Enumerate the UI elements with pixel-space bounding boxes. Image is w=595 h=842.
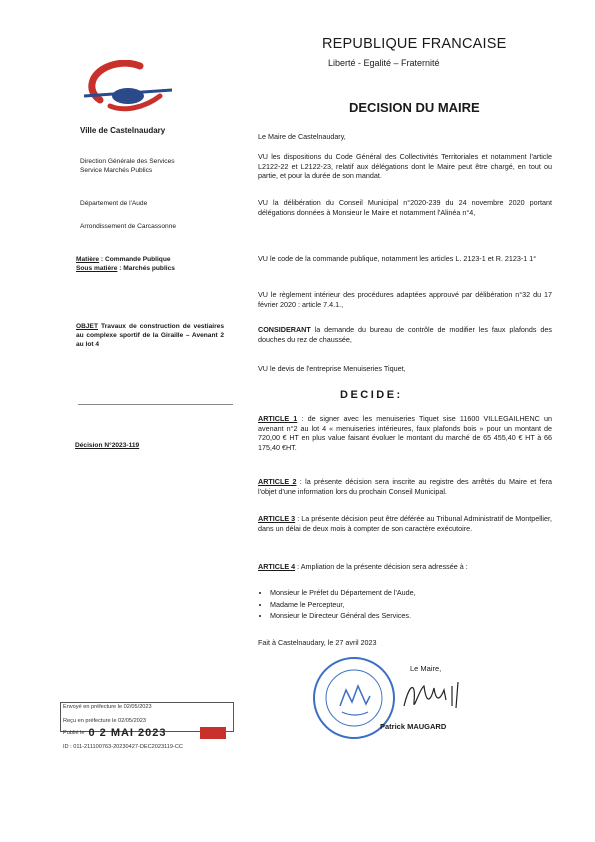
prefecture-badge-icon	[200, 727, 226, 739]
article-1-text: : de signer avec les menuiseries Tiquet sise 11600 VILLEGAILHENC un avenant n°2 au lot 4 « menuiseries intérieures, faux plafonds bois » pour un montant de 720,00 € HT en plus value faisant évoluer le montant du marché de 65 455,40 € HT à 66 175,40 €HT.	[258, 414, 552, 452]
objet-label: OBJET	[76, 323, 98, 330]
city-logo-icon	[80, 60, 176, 122]
signatory-name: Patrick MAUGARD	[380, 722, 447, 731]
matiere-label: Matière	[76, 256, 100, 263]
considerant-text: la demande du bureau de contrôle de modifier les faux plafonds des douches du rez de chaussée,	[258, 325, 552, 344]
envoye-line: Envoyé en préfecture le 02/05/2023	[63, 704, 152, 710]
article-2-label: ARTICLE 2	[258, 477, 297, 486]
publie-line	[63, 729, 167, 738]
city-name: Ville de Castelnaudary	[80, 126, 166, 135]
article-3-text: : La présente décision peut être déférée au Tribunal Administratif de Montpellier, dans un délai de deux mois à compter de son caractère exécutoire.	[258, 514, 552, 533]
recipient-item: • Monsieur le Préfet du Département de l'Aude,	[270, 588, 552, 598]
recipient-item: • Monsieur le Directeur Général des Services.	[270, 611, 552, 621]
article-3-label: ARTICLE 3	[258, 514, 296, 523]
article-2	[258, 477, 552, 496]
intro-line: Le Maire de Castelnaudary,	[258, 132, 346, 141]
signatory-title: Le Maire,	[410, 664, 442, 673]
recipient-item: • Madame le Percepteur,	[270, 600, 552, 610]
matiere-value: : Commande Publique	[99, 256, 171, 263]
vu-reglement: VU le règlement intérieur des procédures adaptées approuvé par délibération n°32 du 17 février 2020 : article 7.4.1.,	[258, 290, 552, 309]
considerant-label: CONSIDERANT	[258, 325, 311, 334]
document-title: DECISION DU MAIRE	[349, 100, 480, 115]
sousmatiere-label: Sous matière	[76, 265, 118, 272]
article-1-label: ARTICLE 1	[258, 414, 298, 423]
article-2-text: : la présente décision sera inscrite au registre des arrêtés du Maire et fera l'objet d'une information lors du prochain Conseil Municipal.	[258, 477, 552, 496]
handwritten-signature-icon	[400, 676, 470, 716]
article-4-text: : Ampliation de la présente décision sera adressée à :	[295, 562, 468, 571]
vu-devis: VU le devis de l'entreprise Menuiseries Tiquet,	[258, 364, 406, 373]
republic-heading: REPUBLIQUE FRANCAISE	[322, 36, 507, 52]
objet-text: Travaux de construction de vestiaires au complexe sportif de la Giraille – Avenant 2 au lot 4	[76, 323, 224, 348]
id-line: ID : 011-211100763-20230427-DEC2023119-CC	[63, 744, 183, 750]
direction-block	[80, 157, 175, 175]
considerant	[258, 325, 552, 344]
direction-line: Direction Générale des Services	[80, 158, 175, 165]
fait-line: Fait à Castelnaudary, le 27 avril 2023	[258, 638, 377, 647]
decision-number: Décision N°2023-119	[75, 442, 140, 449]
divider	[78, 404, 233, 405]
recu-line: Reçu en préfecture le 02/05/2023	[63, 718, 147, 724]
decide-heading: DECIDE:	[340, 389, 403, 401]
publie-date: 0 2 MAI 2023	[88, 727, 167, 739]
recipient-list	[258, 588, 552, 623]
article-4	[258, 562, 552, 572]
vu-cgct: VU les dispositions du Code Général des Collectivités Territoriales et notamment l'article L2122-22 et L2122-23, relatif aux délégations dont le Maire peut être chargé, en tout ou partie, et pour la durée de son mandat.	[258, 152, 552, 181]
matiere-block	[76, 255, 175, 273]
republic-motto: Liberté - Egalité – Fraternité	[328, 58, 440, 68]
arrondissement: Arrondissement de Carcassonne	[80, 223, 177, 230]
article-3	[258, 514, 552, 533]
vu-code-commande: VU le code de la commande publique, notamment les articles L. 2123-1 et R. 2123-1 1°	[258, 254, 537, 263]
article-4-label: ARTICLE 4	[258, 562, 296, 571]
publie-label: Publié le	[63, 730, 85, 736]
departement: Département de l'Aude	[80, 200, 148, 207]
article-1	[258, 414, 552, 452]
objet-block	[76, 322, 224, 349]
sousmatiere-value: : Marchés publics	[117, 265, 175, 272]
service-line: Service Marchés Publics	[80, 167, 153, 174]
vu-deliberation: VU la délibération du Conseil Municipal n°2020-239 du 24 novembre 2020 portant délégations données à Monsieur le Maire et notamment l'Alinéa n°4,	[258, 198, 552, 217]
